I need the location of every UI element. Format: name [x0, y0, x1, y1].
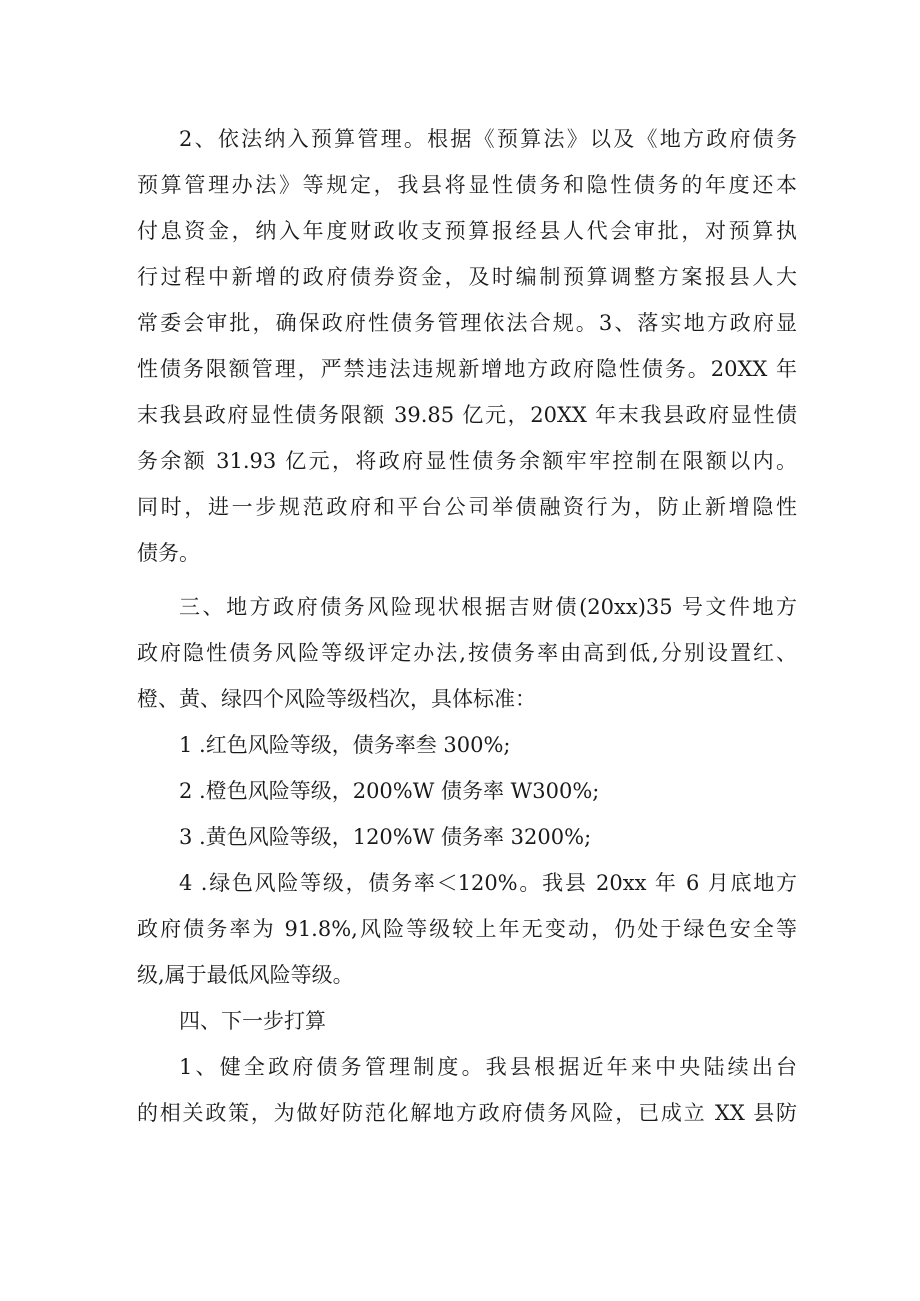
text-line: 务余额 31.93 亿元，将政府显性债务余额牢牢控制在限额以内。 [137, 449, 797, 473]
paragraph-yellow-level [137, 814, 797, 860]
document-body [137, 116, 797, 1136]
text-line: 2、依法纳入预算管理。根据《预算法》以及《地方政府债务 [179, 127, 797, 151]
text-line: 预算管理办法》等规定，我县将显性债务和隐性债务的年度还本 [137, 173, 797, 197]
text-line: 橙、黄、绿四个风险等级档次，具体标准： [137, 687, 536, 711]
section-heading-next-steps [137, 998, 797, 1044]
text-line: 政府债务率为 91.8%,风险等级较上年无变动，仍处于绿色安全等 [137, 917, 797, 941]
text-line: 常委会审批，确保政府性债务管理依法合规。3、落实地方政府显 [137, 311, 797, 335]
text-line: 政府隐性债务风险等级评定办法,按债务率由高到低,分别设置红、 [137, 641, 797, 665]
text-line: 4 .绿色风险等级，债务率＜120%。我县 20xx 年 6 月底地方 [179, 871, 797, 895]
text-line: 级,属于最低风险等级。 [137, 963, 354, 987]
paragraph-risk-status [137, 584, 797, 722]
text-line: 的相关政策，为做好防范化解地方政府债务风险，已成立 XX 县防 [137, 1101, 797, 1125]
section-heading: 四、下一步打算 [179, 1009, 326, 1033]
paragraph-management-system [137, 1044, 797, 1136]
paragraph-budget-management [137, 116, 797, 576]
text-line: 行过程中新增的政府债券资金，及时编制预算调整方案报县人大 [137, 265, 797, 289]
text-line: 同时，进一步规范政府和平台公司举债融资行为，防止新增隐性 [137, 495, 797, 519]
text-line: 三、地方政府债务风险现状根据吉财债(20xx)35 号文件地方 [179, 595, 797, 619]
text-line: 1、健全政府债务管理制度。我县根据近年来中央陆续出台 [179, 1055, 797, 1079]
paragraph-red-level [137, 722, 797, 768]
text-line: 2 .橙色风险等级，200%W 债务率 W300%; [179, 779, 600, 803]
text-line: 3 .黄色风险等级，120%W 债务率 3200%; [179, 825, 592, 849]
text-line: 性债务限额管理，严禁违法违规新增地方政府隐性债务。20XX 年 [137, 357, 797, 381]
text-line: 债务。 [137, 541, 200, 565]
paragraph-green-level [137, 860, 797, 998]
paragraph-orange-level [137, 768, 797, 814]
paragraph-gap [137, 576, 797, 584]
text-line: 付息资金，纳入年度财政收支预算报经县人代会审批，对预算执 [137, 219, 797, 243]
text-line: 1 .红色风险等级，债务率叁 300%; [179, 733, 511, 757]
text-line: 末我县政府显性债务限额 39.85 亿元，20XX 年末我县政府显性债 [137, 403, 797, 427]
